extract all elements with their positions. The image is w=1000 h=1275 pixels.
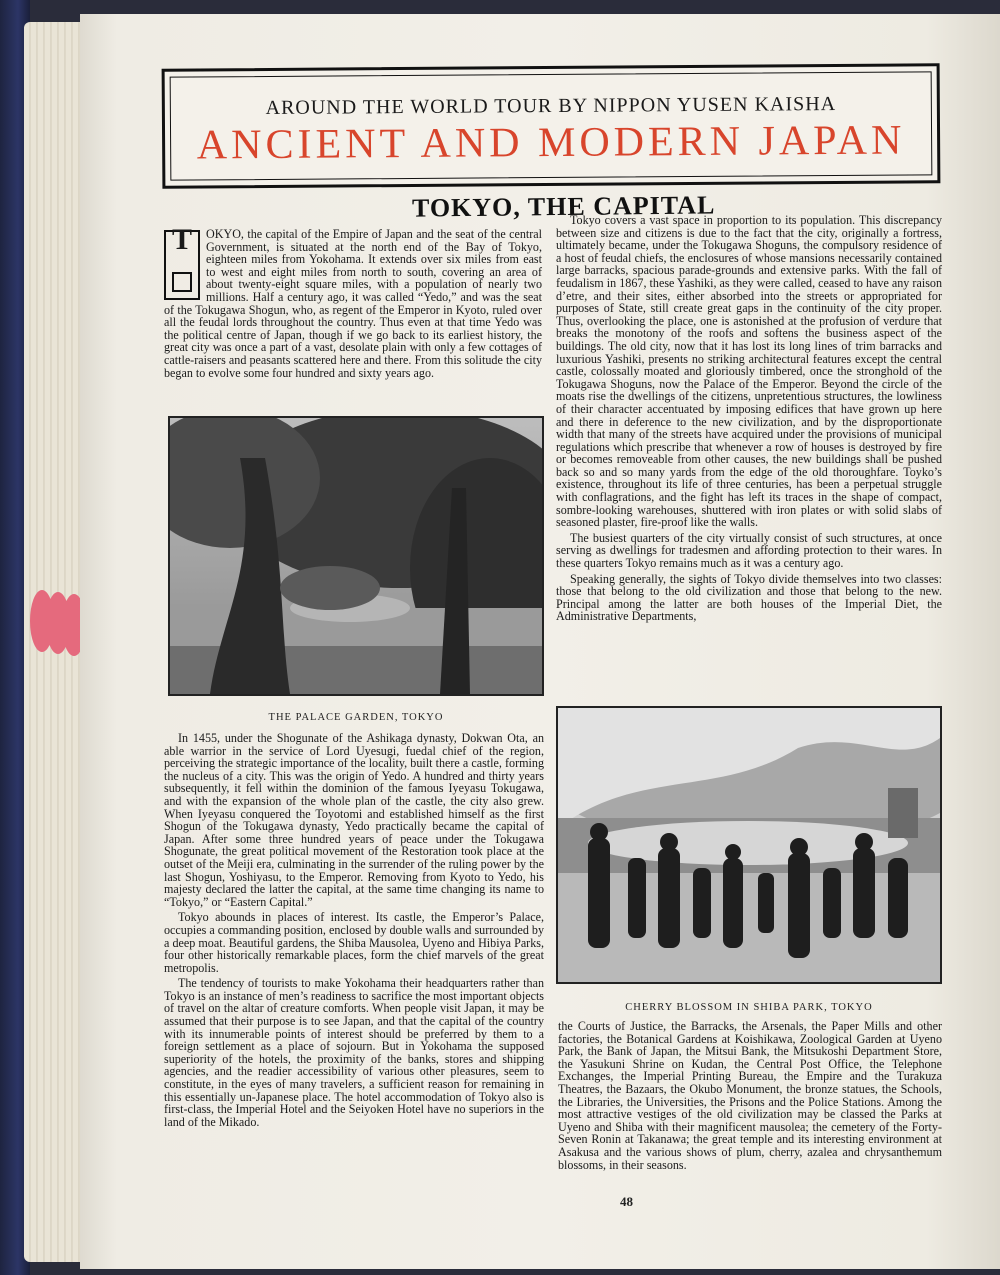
cherry-blossom-photo [556, 706, 942, 984]
palace-garden-image [170, 418, 542, 694]
left-column-top [164, 223, 542, 382]
paragraph: The busiest quarters of the city virtually consist of such structures, at once serving as dwellings for tradesmen and affording protection to their wares. In these quarters Tokyo remains much as it was a century ago. [556, 530, 942, 571]
header-banner [162, 63, 941, 188]
right-column-bottom [558, 1020, 942, 1174]
paragraph: Speaking generally, the sights of Tokyo divide themselves into two classes: those that belong to the old civilization and those that belong to the new. Principal among the latter are both houses of the Imperial Diet, the Administrative Departments, [556, 571, 942, 624]
header-subtitle: AROUND THE WORLD TOUR BY NIPPON YUSEN KAISHA [265, 93, 837, 119]
paragraph: In 1455, under the Shogunate of the Ashikaga dynasty, Dokwan Ota, an able warrior in the service of Lord Uyesugi, fuedal chief of the region, perceiving the strategic importance of the locality, built there a castle, forming the nucleus of a city. This was the origin of Yedo. A hundred and thirty years subsequently, it fell within the dominion of the famous Iyeyasu Tokugawa, and with the expansion of the whole plan of the castle, the city also grew. When Iyeyasu conquered the Toyotomi and established himself as the first Shogun of the Tokugawa dynasty, Yedo practically became the capital of Japan. After some three hundred years of peace under the Tokugawa Shogunate, the great political movement of the Restoration took place at the outset of the Meiji era, culminating in the surrender of the ruling power by the last Shogun, Yoshiyasu, to the Emperor. Removing from Kyoto to Yedo, his majesty declared the latter the capital, at the same time changing its name to “Tokyo,” or “Eastern Capital.” [164, 731, 544, 909]
paragraph: the Courts of Justice, the Barracks, the Arsenals, the Paper Mills and other factories, the Botanical Gardens at Koishikawa, Zoological Garden at Uyeno Park, the Bank of Japan, the Mitsui Bank, the Mitsukoshi Department Store, the Yasukuni Shrine on Kudan, the Central Post Office, the Telephone Exchanges, the Imperial Printing Bureau, the Empire and the Turakuza Theatres, the Bazaars, the Okubo Monument, the bronze statues, the Schools, the Libraries, the Universities, the Prisons and the Police Stations. Among the most attractive vestiges of the old civilization may be classed the Parks at Uyeno and Shiba with their magnificent mausolea; the cemetery of the Forty-Seven Ronin at Takanawa; the great temple and its interesting environment at Asakusa and the various shows of plum, cherry, azalea and chrysanthemum blossoms, in their seasons. [558, 1019, 942, 1172]
left-column-bottom [164, 732, 544, 1131]
right-column-top [556, 214, 942, 626]
drop-cap [164, 223, 200, 300]
header-title: ANCIENT AND MODERN JAPAN [196, 117, 906, 169]
page-number: 48 [620, 1194, 633, 1209]
drop-cap-letter: T [171, 223, 192, 256]
palace-garden-caption: THE PALACE GARDEN, TOKYO [268, 712, 444, 723]
book-page [80, 14, 1000, 1269]
section-title: TOKYO, THE CAPITAL [411, 190, 716, 223]
cherry-blossom-caption: CHERRY BLOSSOM IN SHIBA PARK, TOKYO [625, 1002, 873, 1013]
paragraph: Tokyo abounds in places of interest. Its castle, the Emperor’s Palace, occupies a commanding position, enclosed by double walls and surrounded by a deep moat. Beautiful gardens, the Shiba Mausolea, Uyeno and Hibiya Parks, four other historically remarkable places, form the chief marvels of the great metropolis. [164, 910, 544, 975]
palace-garden-photo [168, 416, 544, 696]
drop-cap-box [172, 272, 192, 292]
paragraph: Tokyo covers a vast space in proportion to its population. This discrepancy between size and citizens is due to the fact that the city, originally a fortress, ultimately became, under the Tokugawa Shoguns, the compulsory residence of a host of feudal chiefs, the enclosures of whose mansions necessarily contained large barracks, spacious parade-grounds and extensive parks. With the fall of feudalism in 1867, these Yashiki, as they were called, ceased to have any raison d’etre, and their sites, either absorbed into the streets or appropriated for purposes of State, still create great gaps in the continuity of the city proper. Thus, overlooking the place, one is astonished at the profusion of verdure that breaks the monotony of the roofs and softens the business aspect of the buildings. The old city, now that it has lost its long lines of trim barracks and luxurious Yashiki, presents no striking architectural features except the central castle, colossally moated and gloriously timbered, once the stronghold of the Tokugawa Shoguns, now the Palace of the Emperor. Beyond the circle of the moats rise the dwellings of the citizens, unpretentious structures, the lowliness of their character accentuated by imposing edifices that have grown up here and there in deference to the new civilization, and by the disproportionate width that many of the streets have acquired under the provisions of municipal regulations which prescribe that whenever a row of houses is destroyed by fire or becomes removeable from other causes, the new buildings shall be pushed back so and so many yards from the edge of the old thoroughfare. Toyko’s existence, throughout its life of three centuries, has been a perpetual struggle with conflagrations, and the fight has left its traces in the shape of compact, sombre-looking warehouses, shuttered with iron plates or with solid slabs of seasoned plaster, fire-proof like the walls. [556, 213, 942, 530]
cherry-blossom-image [558, 708, 940, 982]
paragraph: The tendency of tourists to make Yokohama their headquarters rather than Tokyo is an instance of men’s readiness to sacrifice the most important objects of travel on the altar of creature comforts. When people visit Japan, it may be assumed that their purpose is to see Japan, and that the capital of the country with its innumerable points of interest should be preferred by them to a foreign settlement as a place of sojourn. But in Yokohama the supposed superiority of the hotels, the proximity of the banks, stores and shipping agencies, and the readier accessibility of various other pleasures, seem to constitute, in the eyes of many travelers, a sufficient reason for remaining in this essentially un-Japanese place. The hotel accommodation of Tokyo also is first-class, the Imperial Hotel and the Seiyoken Hotel have no superiors in the land of the Mikado. [164, 976, 545, 1129]
paragraph: OKYO, the capital of the Empire of Japan and the seat of the central Government, is situated at the north end of the Bay of Tokyo, eighteen miles from Yokohama. It extends over six miles from east to west and eight miles from north to south, covering an area of about twenty-eight square miles, with a population of nearly two millions. Half a century ago, it was called “Yedo,” and was the seat of the Tokugawa Shogun, who, as regent of the Emperor in Kyoto, ruled over all the feudal lords throughout the country. Thus even at that time Yedo was the political centre of Japan, though if we go back to its earliest history, the great city was once a part of a vast, desolate plain with only a few cottages of cattle-raisers and peasants scattered here and there. From this solitude the city began to evolve some four hundred and sixty years ago. [164, 227, 542, 380]
